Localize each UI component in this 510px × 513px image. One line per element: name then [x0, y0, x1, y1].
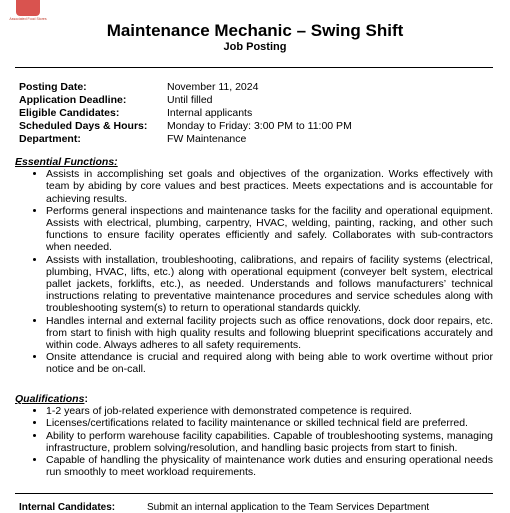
list-item: • 1-2 years of job-related experience with demonstrated competence is required. [46, 405, 493, 417]
list-item: • Capable of handling the physicality of maintenance work duties and ensuring operational needs run smoothly to meet workload requirements. [46, 454, 493, 478]
info-label: Application Deadline: [19, 94, 127, 106]
info-label: Eligible Candidates: [19, 107, 120, 119]
section-heading-colon: : [84, 393, 88, 405]
posting-info [19, 81, 352, 146]
list-item: • Assists with installation, troubleshooting, calibrations, and repairs of facility systems (electrical, plumbing, HVAC, lifts, etc.) along with operational equipment (conveyer belt system, electrical pallet jackets, forklifts, etc.), as needed. Understands and follows manufacturers’ technical instructions relating to preventative maintenance procedures and service schedules along with troubleshooting system(s) to return to operational standards quickly. [46, 254, 493, 315]
info-row-deadline [19, 94, 352, 107]
list-item: • Ability to perform warehouse facility capabilities. Capable of troubleshooting systems, managing infrastructure, problem solving/resolution, and handling basic projects from start to finish. [46, 430, 493, 454]
info-value: Monday to Friday: 3:00 PM to 11:00 PM [167, 120, 352, 132]
qualifications-list [15, 405, 493, 478]
footer-label: Internal Candidates: [19, 502, 116, 513]
section-heading [15, 393, 493, 405]
list-item: • Licenses/certifications related to facility maintenance or skilled technical field are preferred. [46, 417, 493, 429]
section-heading: Essential Functions: [15, 156, 118, 168]
list-item: • Performs general inspections and maintenance tasks for the facility and operational equipment. Assists with electrical, plumbing, carpentry, HVAC, welding, painting, racking, and other such functions to ensure facility operates efficiently and safely. Collaborates with sub-contractors when needed. [46, 205, 493, 254]
info-value: FW Maintenance [167, 133, 247, 145]
essential-functions-section [15, 156, 493, 376]
page-subtitle: Job Posting [223, 41, 287, 53]
info-value: Until filled [167, 94, 213, 106]
header-divider [15, 67, 493, 68]
info-row-schedule [19, 120, 352, 133]
info-label: Scheduled Days & Hours: [19, 120, 148, 132]
list-item: • Onsite attendance is crucial and required along with being able to work overtime without prior notice and be on-call. [46, 351, 493, 375]
info-row-department [19, 133, 352, 146]
logo-text: Associated Food Stores [9, 17, 47, 21]
info-row-posting-date [19, 81, 352, 94]
logo-mark-icon [16, 0, 40, 16]
info-label: Posting Date: [19, 81, 87, 93]
info-value: Internal applicants [167, 107, 253, 119]
section-heading-text: Qualifications [15, 393, 85, 405]
info-label: Department: [19, 133, 81, 145]
list-item: • Handles internal and external facility projects such as office renovations, dock door repairs, etc. from start to finish with high quality results and following blueprint specifications accurately and within code. Always adheres to all safety requirements. [46, 315, 493, 352]
page-title: Maintenance Mechanic – Swing Shift [106, 21, 404, 40]
info-row-eligible [19, 107, 352, 120]
qualifications-section [15, 393, 493, 478]
footer-value: Submit an internal application to the Team Services Department [147, 502, 430, 513]
essential-functions-list [15, 168, 493, 375]
footer-divider [15, 493, 493, 494]
internal-candidates-row [19, 502, 429, 513]
info-value: November 11, 2024 [167, 81, 259, 93]
list-item: • Assists in accomplishing set goals and objectives of the organization. Works effectively with team by abiding by core values and best practices. Meets expectations and is accountable for achieving results. [46, 168, 493, 205]
